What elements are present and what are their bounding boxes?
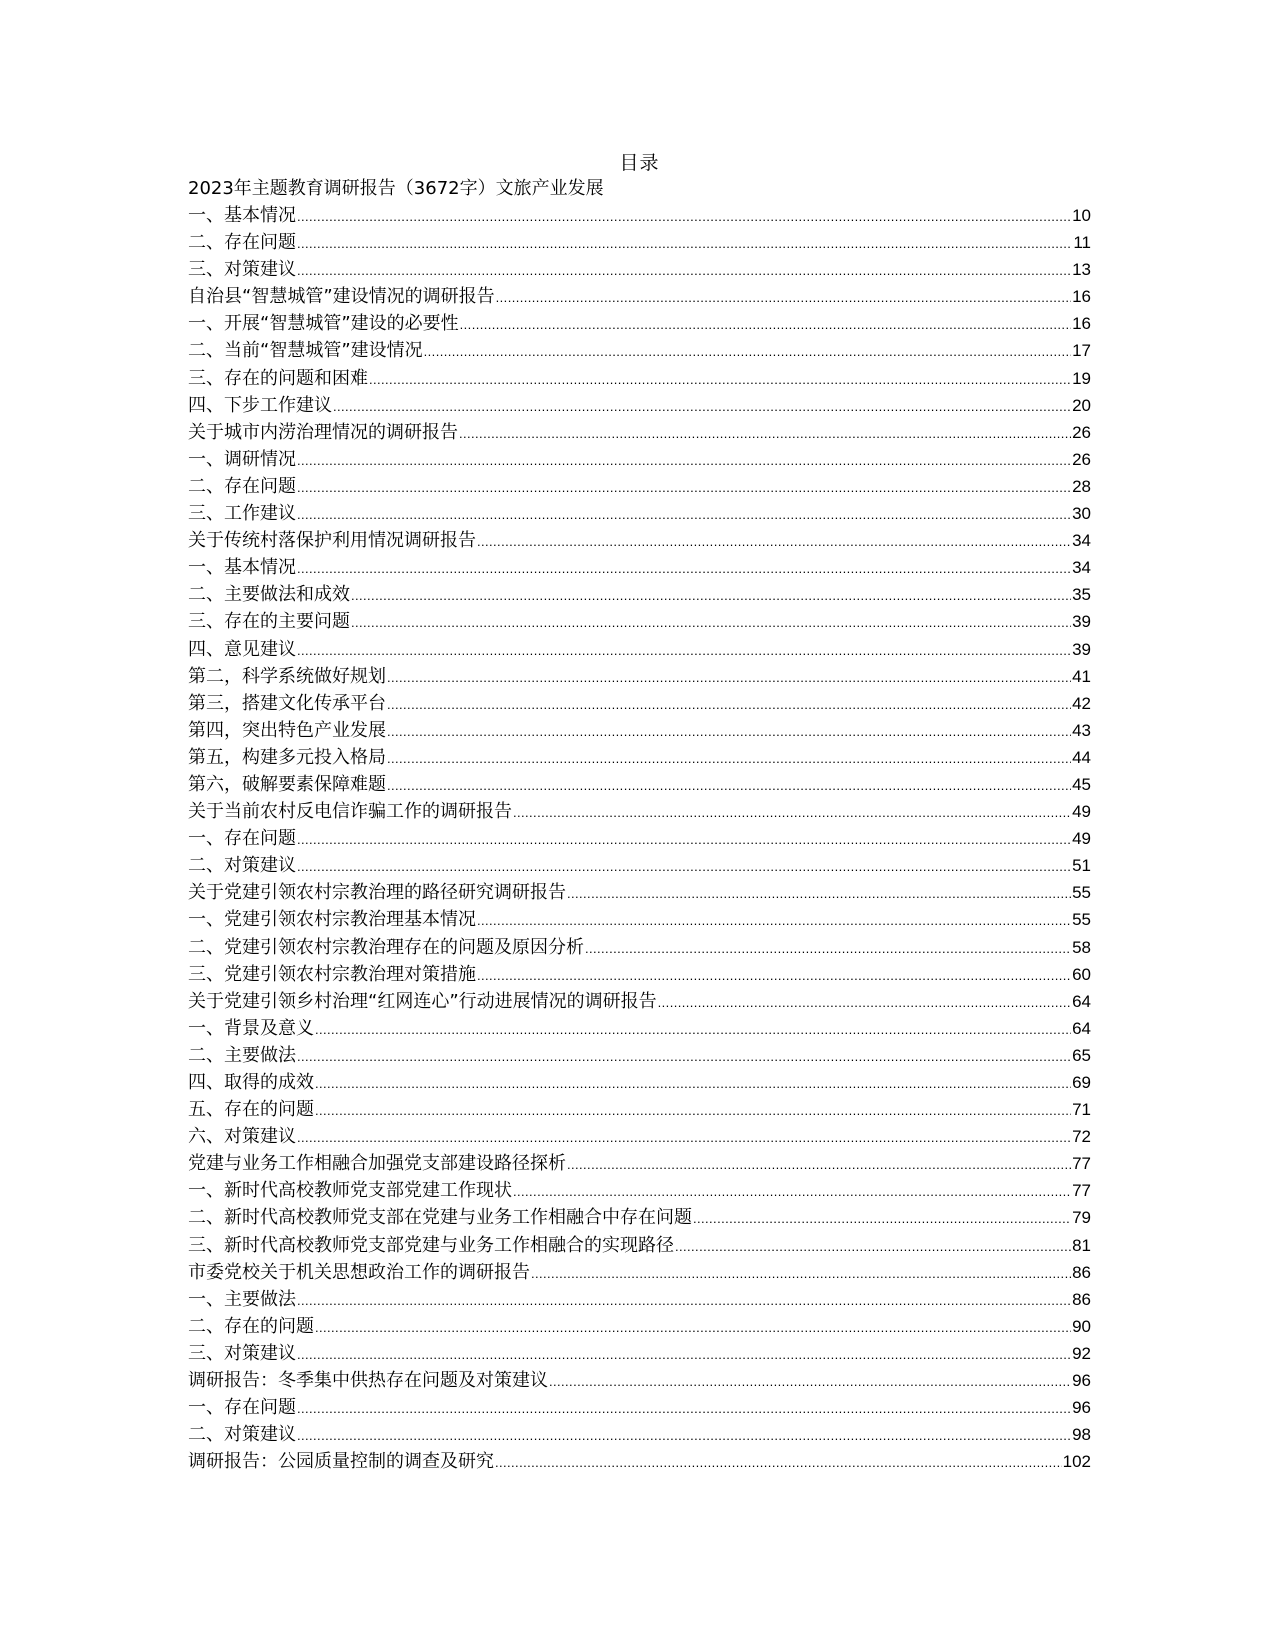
- toc-entry-text: 一、存在问题: [188, 1397, 296, 1419]
- toc-entry-text: 三、存在的主要问题: [188, 611, 350, 633]
- toc-entry-page-number: 43: [1072, 720, 1091, 740]
- toc-dot-leader: [297, 230, 1072, 257]
- toc-entry-text: 一、主要做法: [188, 1288, 296, 1310]
- toc-entry[interactable]: [188, 608, 1091, 635]
- toc-entry[interactable]: [188, 1232, 1091, 1259]
- toc-entry[interactable]: [188, 1367, 1091, 1394]
- toc-entry-page-number: 96: [1072, 1371, 1091, 1391]
- toc-entry-text: 调研报告：冬季集中供热存在问题及对策建议: [188, 1370, 548, 1392]
- toc-title: 目录: [619, 152, 660, 174]
- toc-dot-leader: [585, 935, 1071, 962]
- toc-entry[interactable]: [188, 1069, 1091, 1096]
- toc-entry-page-number: 16: [1072, 314, 1091, 334]
- toc-entry-page-number: 11: [1073, 233, 1091, 253]
- toc-dot-leader: [387, 718, 1071, 745]
- toc-entry-text: 第五，构建多元投入格局: [188, 746, 386, 768]
- toc-entry-text: 一、新时代高校教师党支部党建工作现状: [188, 1180, 512, 1202]
- toc-entry-text: 三、新时代高校教师党支部党建与业务工作相融合的实现路径: [188, 1234, 674, 1256]
- toc-entry-text: 二、当前“智慧城管”建设情况: [188, 340, 423, 362]
- toc-dot-leader: [549, 1368, 1071, 1395]
- toc-dot-leader: [297, 1124, 1071, 1151]
- toc-entry[interactable]: [188, 988, 1091, 1015]
- toc-entry-page-number: 86: [1072, 1289, 1091, 1309]
- toc-entry-text: 一、背景及意义: [188, 1017, 314, 1039]
- toc-entry[interactable]: [188, 906, 1091, 933]
- toc-entry-page-number: 60: [1072, 964, 1091, 984]
- toc-entry[interactable]: [188, 1448, 1091, 1475]
- toc-entry-page-number: 72: [1072, 1127, 1091, 1147]
- toc-entry-page-number: 58: [1072, 937, 1091, 957]
- toc-entry-text: 自治县“智慧城管”建设情况的调研报告: [188, 286, 495, 308]
- toc-entry-text: 一、开展“智慧城管”建设的必要性: [188, 313, 459, 335]
- toc-entry-text: 第四，突出特色产业发展: [188, 719, 386, 741]
- toc-entry-text: 关于当前农村反电信诈骗工作的调研报告: [188, 801, 512, 823]
- toc-entry-text: 四、取得的成效: [188, 1072, 314, 1093]
- toc-entry-page-number: 30: [1072, 504, 1091, 524]
- toc-entry-text: 二、主要做法: [188, 1044, 296, 1066]
- toc-dot-leader: [693, 1205, 1071, 1232]
- toc-entry[interactable]: [188, 1259, 1091, 1286]
- toc-entry-page-number: 44: [1072, 747, 1091, 767]
- toc-dot-leader: [460, 311, 1071, 338]
- toc-entry-page-number: 79: [1072, 1208, 1091, 1228]
- toc-entry-text: 二、党建引领农村宗教治理存在的问题及原因分析: [188, 936, 584, 958]
- toc-entry-text: 三、工作建议: [188, 503, 296, 525]
- toc-entry-text: 三、党建引领农村宗教治理对策措施: [188, 963, 476, 985]
- toc-entry[interactable]: [188, 1042, 1091, 1069]
- toc-dot-leader: [496, 284, 1071, 311]
- toc-dot-leader: [495, 1449, 1062, 1476]
- toc-entry-page-number: 41: [1072, 666, 1091, 686]
- toc-entry-page-number: 17: [1072, 341, 1091, 361]
- toc-entry[interactable]: [188, 1340, 1091, 1367]
- toc-dot-leader: [297, 447, 1071, 474]
- toc-entry[interactable]: [188, 1204, 1091, 1231]
- toc-dot-leader: [658, 989, 1071, 1016]
- toc-entry[interactable]: [188, 879, 1091, 906]
- toc-entry-page-number: 26: [1072, 422, 1091, 442]
- toc-entry[interactable]: [188, 392, 1091, 419]
- toc-entry-text: 一、调研情况: [188, 448, 296, 470]
- toc-entry-page-number: 49: [1072, 829, 1091, 849]
- toc-dot-leader: [387, 745, 1071, 772]
- toc-entry-text: 关于党建引领乡村治理“红网连心”行动进展情况的调研报告: [188, 990, 657, 1012]
- toc-entry-list: [188, 202, 1091, 1475]
- toc-heading: 2023年主题教育调研报告（3672字）文旅产业发展: [188, 178, 604, 199]
- toc-entry-text: 市委党校关于机关思想政治工作的调研报告: [188, 1261, 530, 1283]
- toc-dot-leader: [297, 637, 1071, 664]
- toc-entry-text: 三、存在的问题和困难: [188, 367, 368, 389]
- toc-entry-page-number: 65: [1072, 1045, 1091, 1065]
- toc-entry-page-number: 45: [1072, 774, 1091, 794]
- toc-entry-page-number: 35: [1072, 585, 1091, 605]
- toc-dot-leader: [297, 1395, 1071, 1422]
- toc-dot-leader: [531, 1260, 1071, 1287]
- toc-dot-leader: [297, 853, 1071, 880]
- toc-dot-leader: [315, 1314, 1071, 1341]
- toc-entry-text: 一、党建引领农村宗教治理基本情况: [188, 909, 476, 931]
- toc-entry-text: 二、存在问题: [188, 475, 296, 497]
- toc-dot-leader: [387, 664, 1071, 691]
- toc-dot-leader: [459, 420, 1071, 447]
- toc-dot-leader: [675, 1233, 1071, 1260]
- toc-entry-text: 一、基本情况: [188, 205, 296, 226]
- toc-entry-text: 第二，科学系统做好规划: [188, 665, 386, 687]
- toc-entry[interactable]: [188, 473, 1091, 500]
- toc-entry[interactable]: [188, 527, 1091, 554]
- toc-entry-text: 党建与业务工作相融合加强党支部建设路径探析: [188, 1153, 566, 1175]
- toc-dot-leader: [387, 691, 1071, 718]
- toc-dot-leader: [297, 203, 1071, 230]
- toc-entry-page-number: 102: [1062, 1452, 1091, 1472]
- toc-entry-text: 四、意见建议: [188, 638, 296, 660]
- toc-dot-leader: [297, 1341, 1071, 1368]
- toc-entry-page-number: 64: [1072, 1018, 1091, 1038]
- toc-entry[interactable]: [188, 554, 1091, 581]
- toc-entry-page-number: 98: [1072, 1425, 1091, 1445]
- toc-entry-page-number: 86: [1072, 1262, 1091, 1282]
- toc-entry[interactable]: [188, 961, 1091, 988]
- toc-entry-page-number: 19: [1072, 368, 1091, 388]
- toc-entry-text: 二、存在的问题: [188, 1315, 314, 1337]
- toc-entry-page-number: 39: [1072, 612, 1091, 632]
- toc-entry[interactable]: [188, 1286, 1091, 1313]
- toc-entry-text: 第三，搭建文化传承平台: [188, 692, 386, 714]
- toc-entry-text: 三、对策建议: [188, 259, 296, 281]
- toc-dot-leader: [297, 257, 1071, 284]
- toc-entry[interactable]: [188, 581, 1091, 608]
- toc-entry-page-number: 49: [1072, 802, 1091, 822]
- toc-entry[interactable]: [188, 717, 1091, 744]
- toc-entry-page-number: 34: [1072, 531, 1091, 551]
- toc-entry-text: 关于城市内涝治理情况的调研报告: [188, 421, 458, 443]
- toc-entry-page-number: 13: [1072, 260, 1091, 280]
- toc-entry[interactable]: [188, 852, 1091, 879]
- toc-entry-page-number: 77: [1072, 1154, 1091, 1174]
- toc-entry[interactable]: [188, 446, 1091, 473]
- toc-entry[interactable]: [188, 1394, 1091, 1421]
- toc-entry-text: 调研报告：公园质量控制的调查及研究: [188, 1451, 494, 1473]
- toc-dot-leader: [297, 501, 1071, 528]
- toc-entry-text: 二、对策建议: [188, 855, 296, 877]
- toc-dot-leader: [387, 772, 1071, 799]
- toc-entry[interactable]: [188, 419, 1091, 446]
- toc-entry[interactable]: [188, 310, 1091, 337]
- toc-entry-page-number: 77: [1072, 1181, 1091, 1201]
- toc-entry-text: 六、对策建议: [188, 1126, 296, 1148]
- toc-entry-page-number: 51: [1072, 856, 1091, 876]
- toc-entry-page-number: 16: [1072, 287, 1091, 307]
- toc-entry[interactable]: [188, 798, 1091, 825]
- toc-entry-text: 二、存在问题: [188, 232, 296, 254]
- toc-entry[interactable]: [188, 744, 1091, 771]
- toc-entry-page-number: 92: [1072, 1343, 1091, 1363]
- toc-entry-text: 第六，破解要素保障难题: [188, 773, 386, 795]
- toc-entry-page-number: 20: [1072, 395, 1091, 415]
- toc-entry[interactable]: [188, 500, 1091, 527]
- toc-dot-leader: [513, 1178, 1071, 1205]
- toc-entry[interactable]: [188, 636, 1091, 663]
- toc-entry[interactable]: [188, 771, 1091, 798]
- toc-dot-leader: [351, 609, 1071, 636]
- toc-entry-page-number: 55: [1072, 883, 1091, 903]
- table-of-contents: [188, 150, 1091, 1475]
- toc-entry[interactable]: [188, 256, 1091, 283]
- toc-dot-leader: [315, 1070, 1071, 1097]
- toc-entry[interactable]: [188, 825, 1091, 852]
- toc-dot-leader: [333, 393, 1071, 420]
- toc-entry[interactable]: [188, 229, 1091, 256]
- toc-entry-page-number: 55: [1072, 910, 1091, 930]
- toc-entry[interactable]: [188, 202, 1091, 229]
- toc-dot-leader: [369, 366, 1071, 393]
- toc-entry-page-number: 39: [1072, 639, 1091, 659]
- toc-entry[interactable]: [188, 1313, 1091, 1340]
- toc-entry[interactable]: [188, 1015, 1091, 1042]
- toc-entry[interactable]: [188, 1421, 1091, 1448]
- toc-entry-text: 四、下步工作建议: [188, 394, 332, 416]
- toc-entry-page-number: 81: [1072, 1235, 1091, 1255]
- toc-entry-text: 二、新时代高校教师党支部在党建与业务工作相融合中存在问题: [188, 1207, 692, 1229]
- toc-dot-leader: [297, 474, 1071, 501]
- toc-entry-text: 二、主要做法和成效: [188, 584, 350, 606]
- toc-dot-leader: [315, 1097, 1071, 1124]
- toc-dot-leader: [477, 907, 1071, 934]
- toc-entry[interactable]: [188, 690, 1091, 717]
- toc-dot-leader: [351, 582, 1071, 609]
- toc-dot-leader: [477, 528, 1071, 555]
- toc-entry-text: 一、基本情况: [188, 557, 296, 579]
- toc-dot-leader: [513, 799, 1071, 826]
- toc-entry-text: 一、存在问题: [188, 828, 296, 850]
- toc-entry[interactable]: [188, 934, 1091, 961]
- toc-dot-leader: [477, 962, 1071, 989]
- toc-entry[interactable]: [188, 365, 1091, 392]
- toc-dot-leader: [297, 826, 1071, 853]
- toc-entry-page-number: 26: [1072, 449, 1091, 469]
- toc-entry-page-number: 34: [1072, 558, 1091, 578]
- toc-entry[interactable]: [188, 1123, 1091, 1150]
- toc-entry-text: 三、对策建议: [188, 1342, 296, 1364]
- toc-entry-text: 关于党建引领农村宗教治理的路径研究调研报告: [188, 882, 566, 904]
- toc-dot-leader: [567, 880, 1071, 907]
- toc-dot-leader: [297, 1287, 1071, 1314]
- toc-entry[interactable]: [188, 663, 1091, 690]
- toc-entry-page-number: 28: [1072, 476, 1091, 496]
- toc-entry[interactable]: [188, 283, 1091, 310]
- toc-entry[interactable]: [188, 1096, 1091, 1123]
- toc-entry-text: 二、对策建议: [188, 1424, 296, 1446]
- toc-entry-text: 关于传统村落保护利用情况调研报告: [188, 530, 476, 552]
- toc-entry[interactable]: [188, 1177, 1091, 1204]
- toc-entry-page-number: 42: [1072, 693, 1091, 713]
- toc-entry-page-number: 64: [1072, 991, 1091, 1011]
- toc-dot-leader: [297, 1422, 1071, 1449]
- toc-entry-page-number: 69: [1072, 1073, 1091, 1092]
- toc-entry-page-number: 10: [1072, 206, 1091, 225]
- toc-dot-leader: [297, 555, 1071, 582]
- toc-entry-page-number: 90: [1072, 1316, 1091, 1336]
- toc-entry[interactable]: [188, 337, 1091, 364]
- toc-entry-page-number: 96: [1072, 1398, 1091, 1418]
- toc-entry-page-number: 71: [1072, 1100, 1091, 1120]
- toc-dot-leader: [297, 1043, 1071, 1070]
- toc-dot-leader: [315, 1016, 1071, 1043]
- toc-dot-leader: [424, 338, 1071, 365]
- toc-dot-leader: [567, 1151, 1071, 1178]
- toc-entry-text: 五、存在的问题: [188, 1099, 314, 1121]
- toc-entry[interactable]: [188, 1150, 1091, 1177]
